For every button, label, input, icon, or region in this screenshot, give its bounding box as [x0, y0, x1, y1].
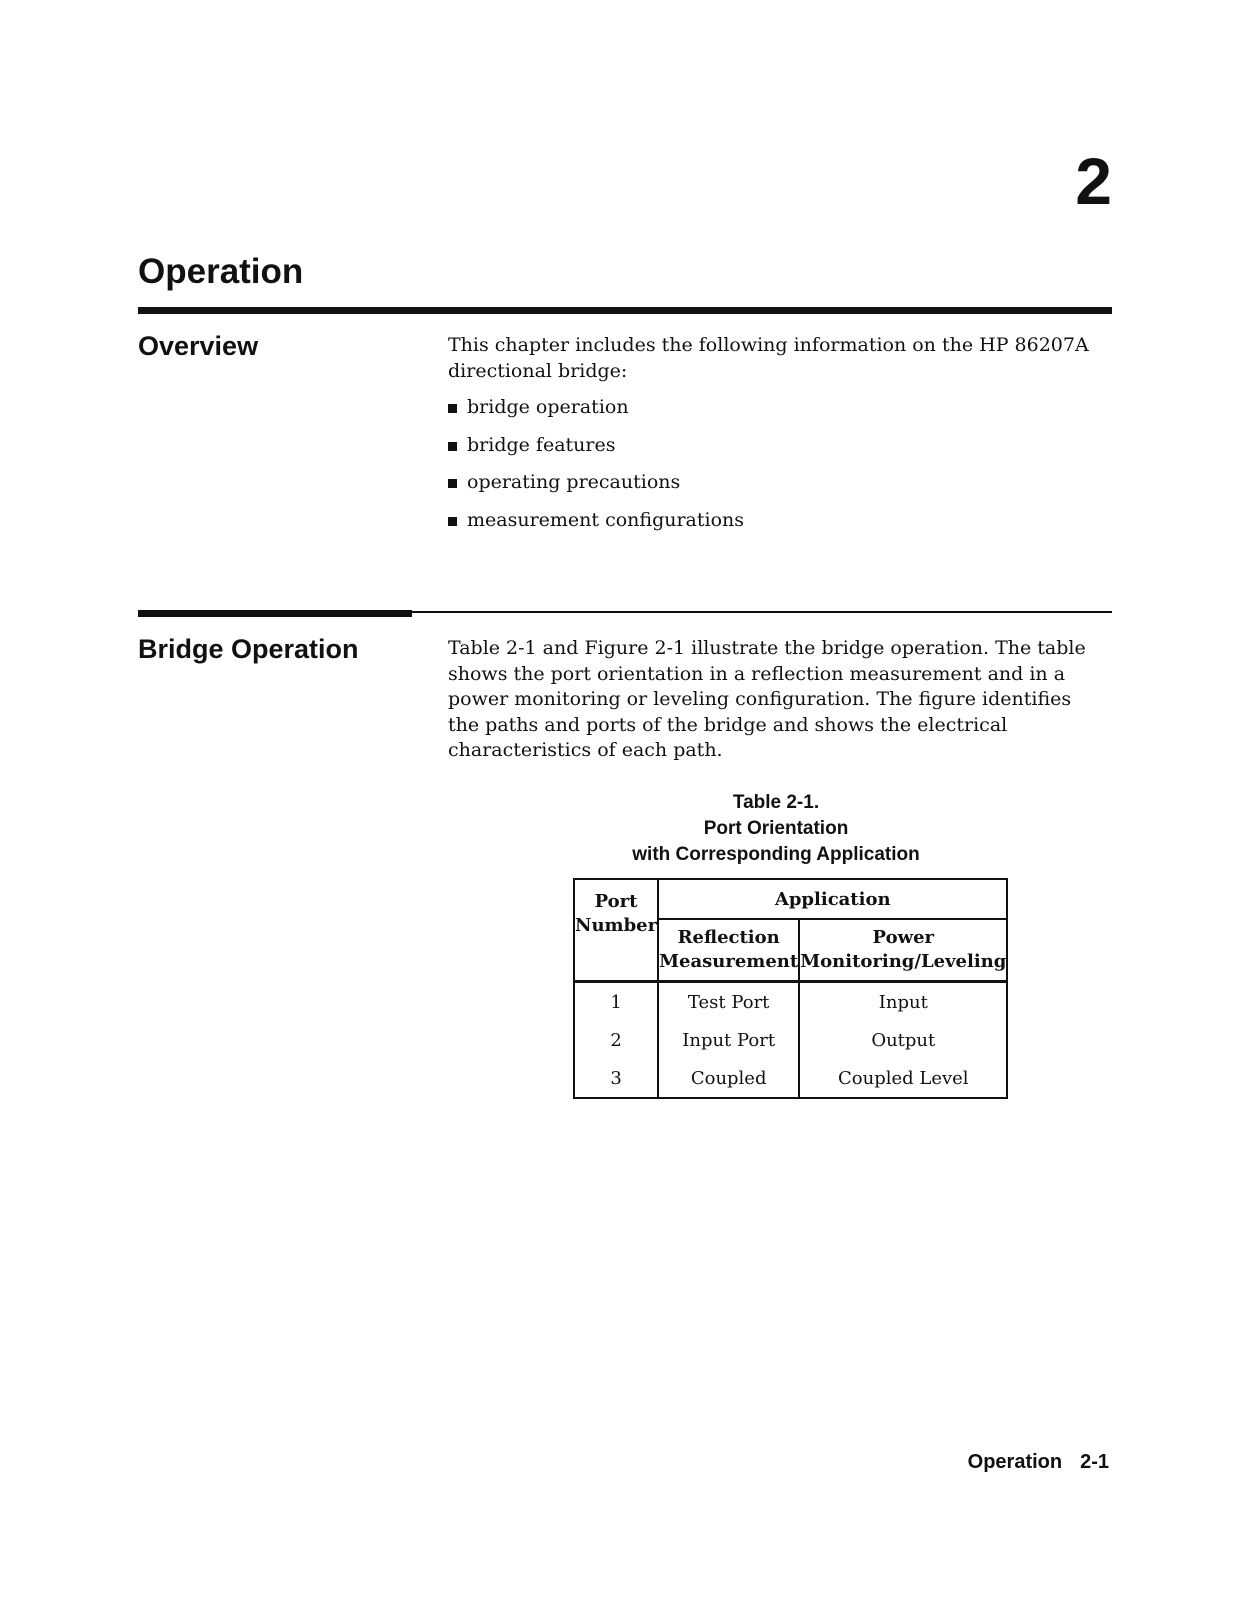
list-item — [448, 395, 744, 433]
cell-reflection: Input Port — [658, 1021, 799, 1059]
header-power-line2: Monitoring/Leveling — [800, 951, 1007, 972]
header-application: Application — [658, 879, 1007, 919]
section-rule-thin — [412, 611, 1112, 613]
cell-reflection: Coupled — [658, 1059, 799, 1098]
header-reflection-line2: Measurement — [659, 951, 799, 972]
bullet-text: operating precautions — [467, 471, 681, 493]
header-port-line1: Port — [594, 891, 638, 912]
header-reflection-line1: Reflection — [677, 927, 780, 948]
chapter-number: 2 — [1075, 144, 1112, 218]
table-caption-subtitle: with Corresponding Application — [632, 844, 920, 865]
table-caption-number: Table 2-1. — [732, 792, 820, 813]
list-item — [448, 508, 744, 546]
overview-heading: Overview — [138, 331, 259, 361]
header-reflection-measurement — [658, 919, 799, 982]
footer-section: Operation — [967, 1451, 1063, 1473]
header-port-line2: Number — [575, 915, 658, 936]
chapter-title-rule — [138, 307, 1112, 314]
cell-port: 2 — [574, 1021, 658, 1059]
cell-power: Output — [799, 1021, 1007, 1059]
table-caption — [576, 790, 976, 868]
bridge-operation-paragraph: Table 2-1 and Figure 2-1 illustrate the bridge operation. The table shows the port orientation in a reflection measurement and in a power monitoring or leveling configuration. The figure identifies the paths and ports of the bridge and shows the electrical characteristics of each path. — [448, 637, 1086, 761]
footer-page-number: 2-1 — [1080, 1451, 1109, 1473]
table-row — [574, 982, 1007, 1022]
bullet-text: bridge operation — [467, 396, 629, 418]
bullet-square-icon — [448, 404, 457, 413]
list-item — [448, 433, 744, 471]
list-item — [448, 470, 744, 508]
overview-intro-paragraph: This chapter includes the following information on the HP 86207A directional bridge: — [448, 334, 1089, 382]
cell-power: Coupled Level — [799, 1059, 1007, 1098]
table-row — [574, 1021, 1007, 1059]
header-power-line1: Power — [872, 927, 935, 948]
cell-power: Input — [799, 982, 1007, 1022]
bullet-square-icon — [448, 517, 457, 526]
table-row — [574, 1059, 1007, 1098]
port-orientation-table — [573, 878, 1008, 1099]
table-header-row — [574, 879, 1007, 919]
bullet-square-icon — [448, 479, 457, 488]
cell-port: 1 — [574, 982, 658, 1022]
section-rule-thick — [138, 610, 412, 617]
page-footer — [968, 1452, 1109, 1472]
bullet-text: bridge features — [467, 433, 616, 456]
cell-port: 3 — [574, 1059, 658, 1098]
overview-bullet-list — [448, 395, 744, 545]
header-port-number — [574, 879, 658, 982]
header-power-monitoring — [799, 919, 1007, 982]
cell-reflection: Test Port — [658, 982, 799, 1022]
table-caption-title: Port Orientation — [703, 818, 849, 839]
chapter-title: Operation — [138, 252, 304, 291]
bullet-text: measurement configurations — [467, 508, 745, 531]
bridge-operation-heading: Bridge Operation — [138, 634, 359, 664]
bullet-square-icon — [448, 442, 457, 451]
